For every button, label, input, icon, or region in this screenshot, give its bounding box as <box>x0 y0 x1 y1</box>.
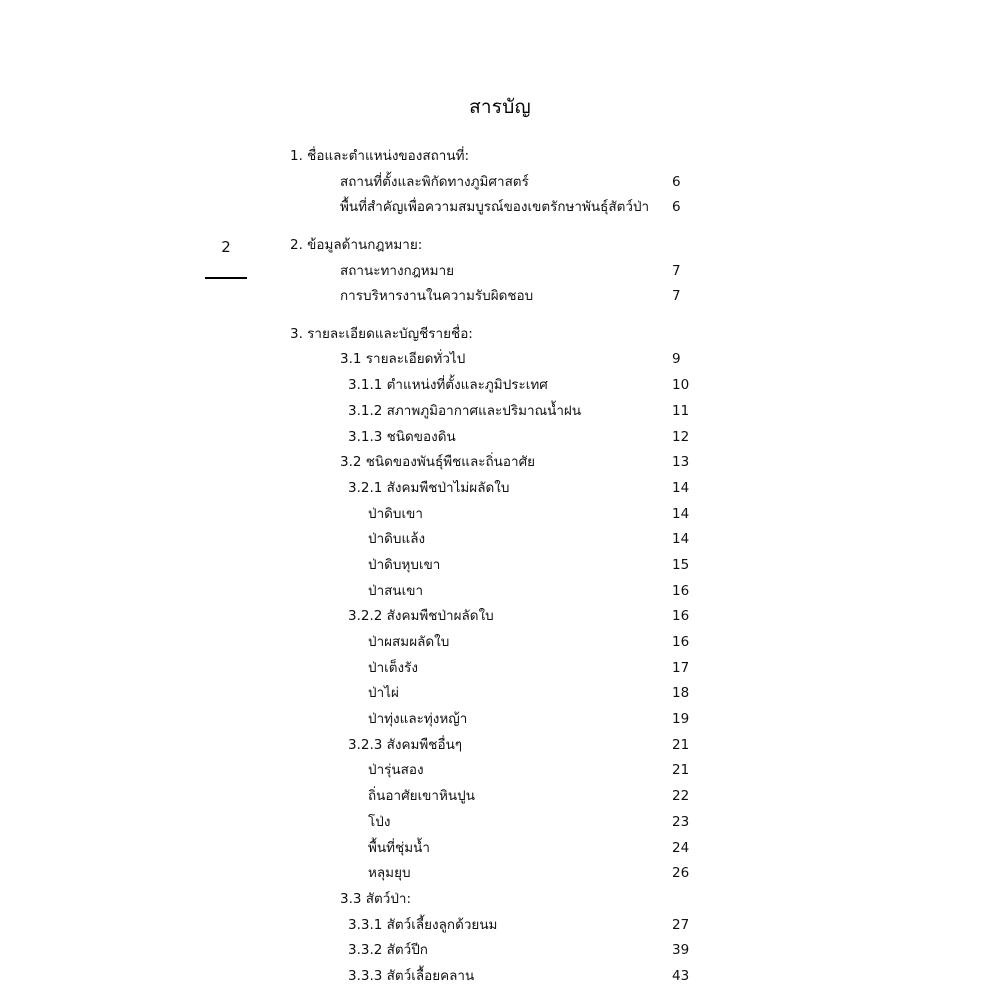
toc-entry[interactable] <box>290 456 710 470</box>
toc-entry-label: 1. ชื่อและตำแหน่งของสถานที่: <box>290 148 470 164</box>
page-number-rule <box>205 277 247 279</box>
toc-entry-page: 16 <box>672 608 690 625</box>
toc-entry[interactable] <box>290 379 710 393</box>
toc-entry[interactable] <box>290 290 710 304</box>
toc-entry-label: 2. ข้อมูลด้านกฎหมาย: <box>290 236 423 253</box>
page-number: 2 <box>221 238 231 256</box>
toc-entry[interactable] <box>290 944 710 958</box>
toc-entry-page: 7 <box>672 288 681 305</box>
toc-entry-page: 22 <box>672 788 690 805</box>
toc-entry-label: ป่าสนเขา <box>368 582 424 599</box>
toc-entry-label: สถานที่ตั้งและพิกัดทางภูมิศาสตร์ <box>340 173 529 190</box>
toc-entry[interactable] <box>290 736 710 753</box>
toc-entry-label: ป่าทุ่งและทุ่งหญ้า <box>368 711 468 728</box>
toc-entry-page: 27 <box>672 916 690 933</box>
toc-entry-page: 7 <box>672 262 681 279</box>
toc-entry[interactable] <box>290 325 710 342</box>
toc-entry[interactable] <box>290 236 710 253</box>
toc-entry-page: 16 <box>672 582 690 599</box>
toc-entry-label: หลุมยุบ <box>368 865 411 882</box>
toc-entry-label: ป่าไผ่ <box>368 685 399 702</box>
toc-entry-label: 3.2.2 สังคมพืชป่าผลัดใบ <box>348 608 494 625</box>
toc-entry-label: 3.1 รายละเอียดทั่วไป <box>340 351 466 368</box>
toc-entry[interactable] <box>290 262 710 279</box>
toc-entry-page: 14 <box>672 505 690 522</box>
toc-entry-page: 16 <box>672 634 690 650</box>
toc-entry-label: ป่าดิบหุบเขา <box>368 556 441 573</box>
toc-entry-page: 15 <box>672 556 690 573</box>
toc-entry-label: พื้นที่สำคัญเพื่อความสมบูรณ์ของเขตรักษาพันธุ์สัตว์ป่า <box>340 199 650 216</box>
toc-entry-page: 10 <box>672 377 690 394</box>
toc-entry-label: การบริหารงานในความรับผิดชอบ <box>340 288 534 305</box>
toc-entry-label: 3.1.3 ชนิดของดิน <box>348 428 456 445</box>
toc-entry[interactable] <box>290 150 710 164</box>
toc-entry-label: พื้นที่ชุ่มน้ำ <box>368 839 430 856</box>
toc-entry[interactable] <box>290 967 710 984</box>
toc-entry[interactable] <box>290 636 710 650</box>
toc-entry[interactable] <box>290 556 710 573</box>
toc-entry-label: 3.3.1 สัตว์เลี้ยงลูกด้วยนม <box>348 916 498 933</box>
toc-entry[interactable] <box>290 428 710 445</box>
toc-entry-label: 3.1.1 ตำแหน่งที่ตั้งและภูมิประเทศ <box>348 377 548 394</box>
toc-entry-page: 17 <box>672 659 690 676</box>
toc-entry[interactable] <box>290 890 710 907</box>
toc-entry-list <box>290 150 710 983</box>
toc-entry-page: 14 <box>672 531 690 548</box>
toc-entry[interactable] <box>290 790 710 804</box>
toc-entry[interactable] <box>290 505 710 522</box>
toc-entry[interactable] <box>290 353 710 367</box>
toc-entry-label: ป่าดิบเขา <box>368 505 423 522</box>
toc-entry-page: 6 <box>672 199 681 216</box>
toc-entry-label: 3.2.1 สังคมพืชป่าไม่ผลัดใบ <box>348 479 510 496</box>
toc-entry[interactable] <box>290 687 710 701</box>
toc-entry-label: ป่าเต็งรัง <box>368 659 418 676</box>
toc-entry-label: โป่ง <box>368 813 391 830</box>
toc-entry-page: 24 <box>672 839 690 856</box>
toc-entry-page: 39 <box>672 942 690 959</box>
toc-entry-label: ป่ารุ่นสอง <box>368 762 424 779</box>
toc-entry-label: ถิ่นอาศัยเขาหินปูน <box>368 788 475 805</box>
toc-entry[interactable] <box>290 479 710 496</box>
toc-entry[interactable] <box>290 839 710 856</box>
toc-entry-label: สถานะทางกฎหมาย <box>340 262 455 279</box>
toc-entry-label: 3. รายละเอียดและบัญชีรายชื่อ: <box>290 325 473 342</box>
toc-entry-page: 26 <box>672 865 690 882</box>
toc-entry-label: 3.2 ชนิดของพันธุ์พืชและถิ่นอาศัย <box>340 454 536 471</box>
toc-entry[interactable] <box>290 659 710 676</box>
toc-entry-page: 13 <box>672 454 690 471</box>
page-number-block <box>196 240 256 279</box>
toc-entry[interactable] <box>290 582 710 599</box>
toc-entry-label: 3.3 สัตว์ป่า: <box>340 890 412 907</box>
toc-entry[interactable] <box>290 173 710 190</box>
toc-entry-page: 11 <box>672 402 690 419</box>
toc-entry-label: 3.3.2 สัตว์ปีก <box>348 942 428 959</box>
toc-entry[interactable] <box>290 916 710 933</box>
toc-entry[interactable] <box>290 764 710 778</box>
toc-entry[interactable] <box>290 813 710 830</box>
toc-entry[interactable] <box>290 533 710 547</box>
toc-entry[interactable] <box>290 201 710 215</box>
toc-entry[interactable] <box>290 713 710 727</box>
toc-entry-page: 21 <box>672 762 690 779</box>
toc-entry[interactable] <box>290 867 710 881</box>
toc-entry-page: 14 <box>672 479 690 496</box>
toc-entry-label: ป่าดิบแล้ง <box>368 531 426 548</box>
toc-entry-label: 3.1.2 สภาพภูมิอากาศและปริมาณน้ำฝน <box>348 402 582 419</box>
toc-entry-label: 3.3.3 สัตว์เลื้อยคลาน <box>348 967 475 984</box>
toc-entry-page: 18 <box>672 685 690 702</box>
toc-entry-page: 19 <box>672 711 690 728</box>
toc-entry-page: 12 <box>672 428 690 445</box>
toc-entry-label: 3.2.3 สังคมพืชอื่นๆ <box>348 736 463 753</box>
toc-entry-page: 21 <box>672 736 690 753</box>
toc-entry-page: 23 <box>672 813 690 830</box>
table-of-contents <box>290 92 710 996</box>
toc-entry-page: 9 <box>672 351 681 368</box>
toc-entry-page: 6 <box>672 173 681 190</box>
toc-entry-page: 43 <box>672 967 690 984</box>
toc-entry-label: ป่าผสมผลัดใบ <box>368 634 450 650</box>
toc-entry[interactable] <box>290 610 710 624</box>
toc-entry[interactable] <box>290 402 710 419</box>
toc-title: สารบัญ <box>469 96 531 118</box>
